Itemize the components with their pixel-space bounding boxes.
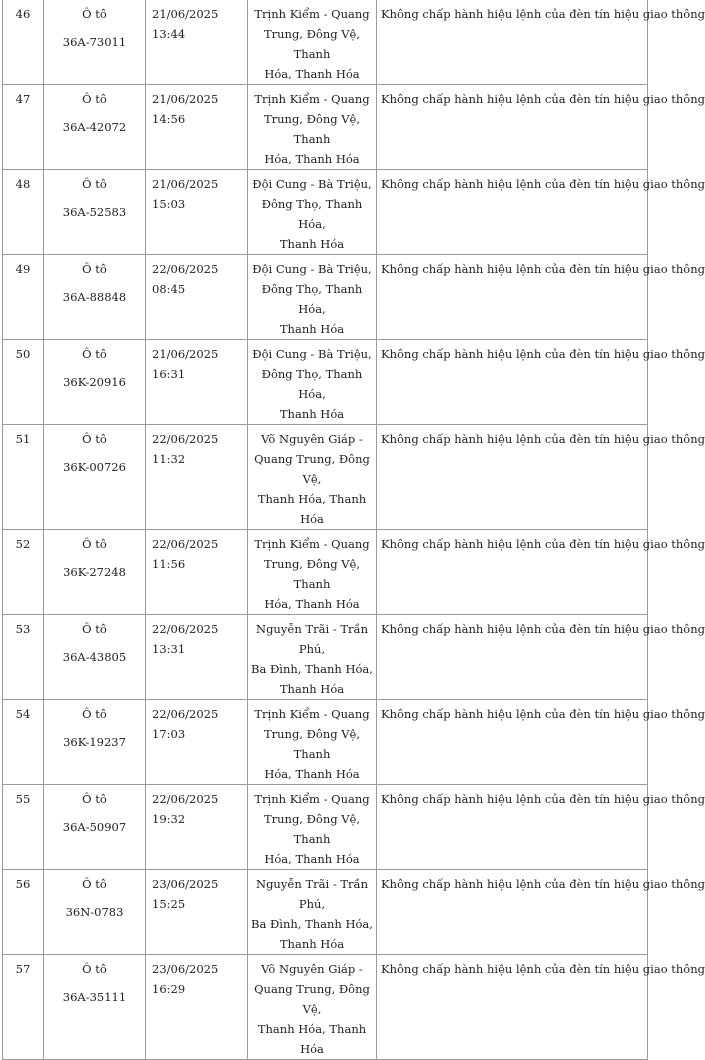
table-row [3,340,648,425]
vehicle-cell [44,85,146,170]
table-row [3,425,648,530]
row-number-cell [3,785,44,870]
license-plate: 36A-43805 [62,650,127,664]
license-plate: 36A-50907 [62,820,127,834]
violation-time-cell [146,170,248,255]
location-line: Đông Thọ, Thanh Hóa, [261,367,363,401]
table-row [3,0,648,85]
location-line: Thanh Hóa [279,682,345,696]
location-line: Ba Đình, Thanh Hóa, [251,917,373,931]
violation-time: 23/06/2025 16:29 [152,962,219,996]
row-number: 53 [15,622,31,636]
row-number: 57 [15,962,31,976]
location-line: Hóa, Thanh Hóa [264,152,360,166]
row-number: 56 [15,877,31,891]
violation-description: Không chấp hành hiệu lệnh của đèn tín hiệu giao thông [381,877,705,891]
location-cell [248,425,377,530]
license-plate: 36A-35111 [62,990,127,1004]
violation-time-cell [146,700,248,785]
location-line: Đội Cung - Bà Triệu, [252,347,372,361]
row-number-cell [3,615,44,700]
violation-cell [377,425,705,530]
row-number: 51 [15,432,31,446]
location-line: Nguyễn Trãi - Trần Phú, [256,877,368,911]
row-number: 55 [15,792,31,806]
violation-cell [377,85,705,170]
license-plate: 36K-27248 [63,565,126,579]
vehicle-type: Ô tô [82,537,107,551]
vehicle-type: Ô tô [82,262,107,276]
violation-time: 22/06/2025 08:45 [152,262,219,296]
vehicle-cell [44,870,146,955]
violation-cell [377,255,705,340]
violation-cell [377,785,705,870]
vehicle-type: Ô tô [82,177,107,191]
violation-time-cell [146,0,248,85]
violation-time-cell [146,955,248,1060]
license-plate: 36K-19237 [63,735,126,749]
location-line: Quang Trung, Đông Vệ, [254,982,370,1016]
table-row [3,700,648,785]
vehicle-type: Ô tô [82,877,107,891]
license-plate: 36A-73011 [62,35,127,49]
violation-cell [377,870,705,955]
location-line: Hóa, Thanh Hóa [264,852,360,866]
location-cell [248,955,377,1060]
license-plate: 36K-20916 [63,375,126,389]
row-number: 54 [15,707,31,721]
location-line: Võ Nguyên Giáp - [261,962,363,976]
row-number-cell [3,530,44,615]
row-number-cell [3,870,44,955]
location-line: Đông Thọ, Thanh Hóa, [261,197,363,231]
violation-description: Không chấp hành hiệu lệnh của đèn tín hiệu giao thông [381,792,705,806]
location-cell [248,170,377,255]
location-line: Quang Trung, Đông Vệ, [254,452,370,486]
vehicle-cell [44,955,146,1060]
location-line: Trung, Đông Vệ, Thanh [263,727,361,761]
location-line: Trung, Đông Vệ, Thanh [263,812,361,846]
violation-cell [377,340,705,425]
violation-description: Không chấp hành hiệu lệnh của đèn tín hiệu giao thông [381,707,705,721]
violation-time-cell [146,530,248,615]
row-number-cell [3,340,44,425]
location-cell [248,785,377,870]
row-number-cell [3,170,44,255]
violation-cell [377,955,705,1060]
row-number: 50 [15,347,31,361]
location-line: Trung, Đông Vệ, Thanh [263,27,361,61]
row-number: 47 [15,92,31,106]
location-line: Trung, Đông Vệ, Thanh [263,557,361,591]
vehicle-cell [44,785,146,870]
location-line: Thanh Hóa, Thanh Hóa [257,1022,367,1056]
location-cell [248,615,377,700]
location-cell [248,700,377,785]
violation-description: Không chấp hành hiệu lệnh của đèn tín hiệu giao thông [381,7,705,21]
location-cell [248,340,377,425]
row-number: 46 [15,7,31,21]
location-line: Võ Nguyên Giáp - [261,432,363,446]
row-number-cell [3,955,44,1060]
row-number-cell [3,255,44,340]
location-line: Trịnh Kiểm - Quang [254,537,370,551]
violation-description: Không chấp hành hiệu lệnh của đèn tín hiệu giao thông [381,262,705,276]
location-line: Hóa, Thanh Hóa [264,767,360,781]
violation-time: 22/06/2025 17:03 [152,707,219,741]
vehicle-cell [44,0,146,85]
vehicle-cell [44,340,146,425]
location-line: Đội Cung - Bà Triệu, [252,262,372,276]
location-cell [248,255,377,340]
violation-time-cell [146,870,248,955]
violation-cell [377,0,705,85]
location-line: Ba Đình, Thanh Hóa, [251,662,373,676]
location-cell [248,530,377,615]
vehicle-cell [44,530,146,615]
violation-description: Không chấp hành hiệu lệnh của đèn tín hiệu giao thông [381,537,705,551]
location-line: Đội Cung - Bà Triệu, [252,177,372,191]
violation-description: Không chấp hành hiệu lệnh của đèn tín hiệu giao thông [381,432,705,446]
violation-description: Không chấp hành hiệu lệnh của đèn tín hiệu giao thông [381,622,705,636]
row-number: 49 [15,262,31,276]
license-plate: 36N-0783 [65,905,124,919]
violation-time: 22/06/2025 11:56 [152,537,219,571]
vehicle-cell [44,425,146,530]
violation-time: 22/06/2025 13:31 [152,622,219,656]
violation-description: Không chấp hành hiệu lệnh của đèn tín hiệu giao thông [381,347,705,361]
location-line: Hóa, Thanh Hóa [264,67,360,81]
location-line: Thanh Hóa [279,407,345,421]
location-line: Hóa, Thanh Hóa [264,597,360,611]
vehicle-type: Ô tô [82,7,107,21]
license-plate: 36A-42072 [62,120,127,134]
row-number-cell [3,425,44,530]
location-line: Đông Thọ, Thanh Hóa, [261,282,363,316]
violation-time-cell [146,85,248,170]
vehicle-cell [44,255,146,340]
vehicle-cell [44,615,146,700]
table-row [3,785,648,870]
location-line: Trung, Đông Vệ, Thanh [263,112,361,146]
row-number: 52 [15,537,31,551]
table-row [3,530,648,615]
location-line: Thanh Hóa [279,937,345,951]
vehicle-type: Ô tô [82,622,107,636]
violations-table-body [3,0,705,1060]
vehicle-type: Ô tô [82,792,107,806]
location-line: Thanh Hóa [279,237,345,251]
violation-time: 22/06/2025 11:32 [152,432,219,466]
vehicle-type: Ô tô [82,707,107,721]
vehicle-cell [44,700,146,785]
table-row [3,955,648,1060]
license-plate: 36K-00726 [63,460,126,474]
row-number-cell [3,85,44,170]
location-cell [248,0,377,85]
violation-time-cell [146,785,248,870]
violation-description: Không chấp hành hiệu lệnh của đèn tín hiệu giao thông [381,92,705,106]
table-row [3,170,648,255]
location-line: Thanh Hóa [279,322,345,336]
location-line: Trịnh Kiểm - Quang [254,792,370,806]
row-number-cell [3,700,44,785]
violation-cell [377,615,705,700]
vehicle-type: Ô tô [82,432,107,446]
license-plate: 36A-52583 [62,205,127,219]
vehicle-type: Ô tô [82,347,107,361]
table-row [3,255,648,340]
violation-cell [377,700,705,785]
violation-time: 21/06/2025 15:03 [152,177,219,211]
location-line: Trịnh Kiểm - Quang [254,707,370,721]
row-number-cell [3,0,44,85]
location-line: Trịnh Kiểm - Quang [254,92,370,106]
table-row [3,870,648,955]
violation-cell [377,530,705,615]
vehicle-type: Ô tô [82,962,107,976]
violation-time-cell [146,615,248,700]
violation-time: 23/06/2025 15:25 [152,877,219,911]
location-cell [248,85,377,170]
violation-cell [377,170,705,255]
violation-description: Không chấp hành hiệu lệnh của đèn tín hiệu giao thông [381,962,705,976]
violation-time: 22/06/2025 19:32 [152,792,219,826]
row-number: 48 [15,177,31,191]
vehicle-cell [44,170,146,255]
violation-time-cell [146,425,248,530]
license-plate: 36A-88848 [62,290,127,304]
location-cell [248,870,377,955]
violation-time-cell [146,340,248,425]
table-row [3,85,648,170]
violation-time-cell [146,255,248,340]
location-line: Thanh Hóa, Thanh Hóa [257,492,367,526]
location-line: Trịnh Kiểm - Quang [254,7,370,21]
location-line: Nguyễn Trãi - Trần Phú, [256,622,368,656]
violations-table [2,0,705,1060]
violation-time: 21/06/2025 16:31 [152,347,219,381]
violation-description: Không chấp hành hiệu lệnh của đèn tín hiệu giao thông [381,177,705,191]
violation-time: 21/06/2025 14:56 [152,92,219,126]
vehicle-type: Ô tô [82,92,107,106]
table-row [3,615,648,700]
violation-time: 21/06/2025 13:44 [152,7,219,41]
